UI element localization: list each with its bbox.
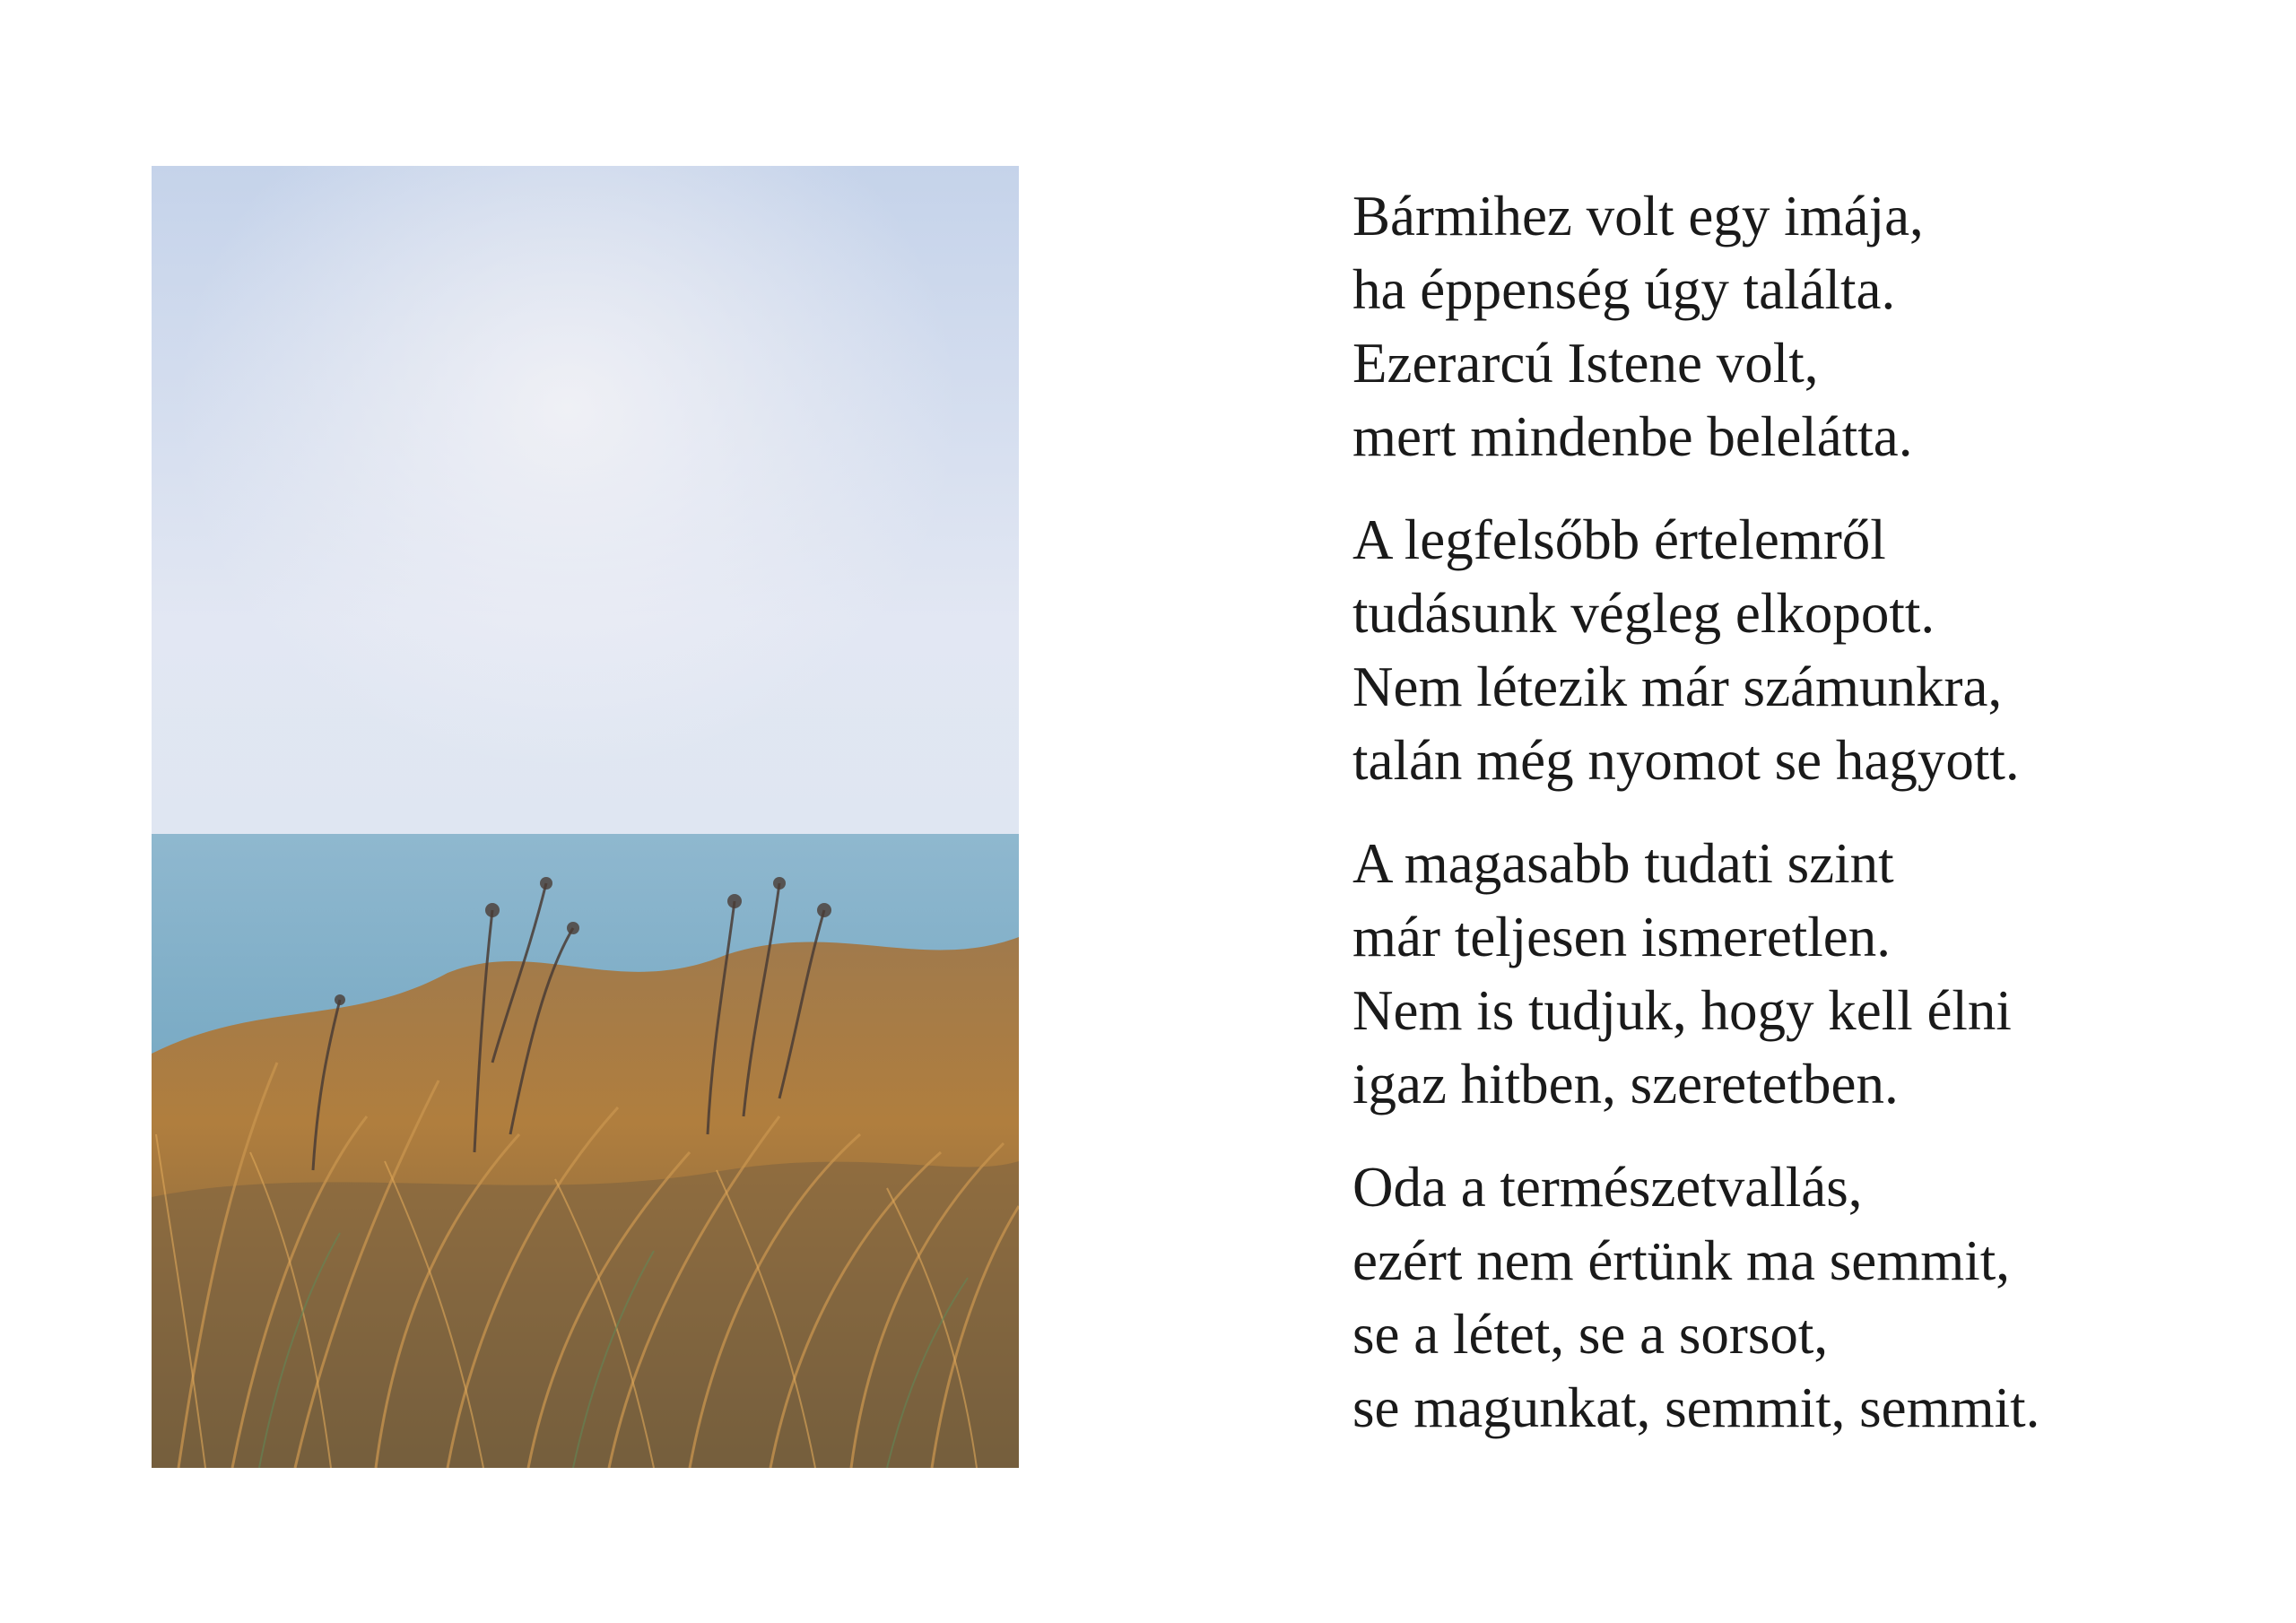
stanza-3 bbox=[1352, 827, 2249, 1121]
poem-line: se a létet, se a sorsot, bbox=[1352, 1303, 1829, 1366]
poem-line: Ezerarcú Istene volt, bbox=[1352, 332, 1819, 395]
photo-coastal-grass bbox=[152, 166, 1019, 1468]
stanza-4 bbox=[1352, 1150, 2249, 1445]
poem-line: igaz hitben, szeretetben. bbox=[1352, 1053, 1899, 1115]
poem-line: tudásunk végleg elkopott. bbox=[1352, 582, 1935, 645]
poem-line: Nem is tudjuk, hogy kell élni bbox=[1352, 979, 2012, 1042]
poem-line: talán még nyomot se hagyott. bbox=[1352, 729, 2020, 792]
poem bbox=[1352, 179, 2249, 1474]
poem-line: A magasabb tudati szint bbox=[1352, 832, 1894, 895]
photo-illustration bbox=[152, 166, 1019, 1468]
poem-line: Bármihez volt egy imája, bbox=[1352, 185, 1924, 247]
poem-line: Oda a természetvallás, bbox=[1352, 1156, 1863, 1219]
stanza-2 bbox=[1352, 503, 2249, 797]
poem-line: ezért nem értünk ma semmit, bbox=[1352, 1229, 2010, 1292]
poem-line: ha éppenség úgy találta. bbox=[1352, 258, 1896, 321]
poem-line: mert mindenbe belelátta. bbox=[1352, 405, 1913, 468]
poem-line: Nem létezik már számunkra, bbox=[1352, 655, 2003, 718]
poem-line: már teljesen ismeretlen. bbox=[1352, 906, 1892, 968]
poem-line: A legfelsőbb értelemről bbox=[1352, 508, 1886, 571]
stanza-1 bbox=[1352, 179, 2249, 473]
poem-line: se magunkat, semmit, semmit. bbox=[1352, 1376, 2040, 1439]
